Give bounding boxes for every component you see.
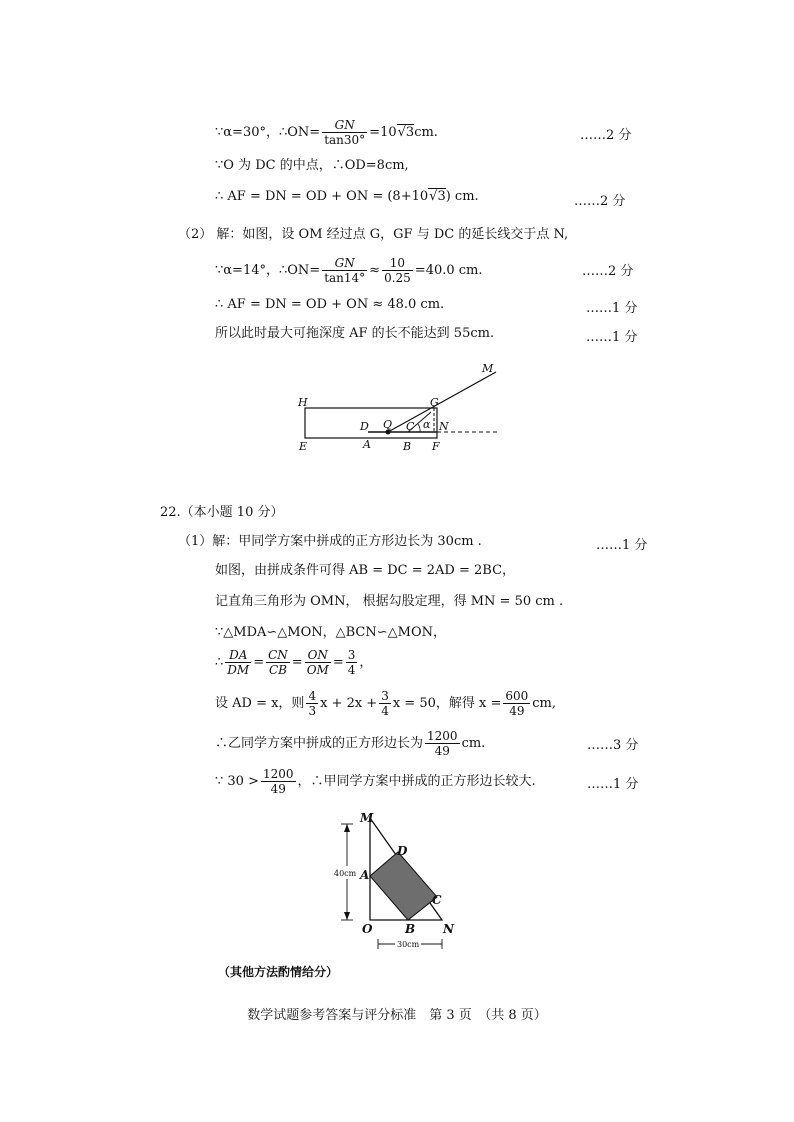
label-n: N — [443, 922, 454, 936]
fraction: $\frac{600}{49}$ — [505, 689, 529, 718]
q22-line3: 记直角三角形为 OMN， 根据勾股定理，得 MN = 50 cm . — [215, 594, 564, 609]
label-m: M — [360, 811, 374, 825]
label-c: C — [432, 893, 442, 907]
fraction: $\frac{GN}{\tan 30^\circ}$ — [324, 118, 366, 147]
fraction: $\frac{DA}{DM}$ — [227, 648, 250, 677]
p1-line3: ∴ AF = DN = OD + ON = (8+10√3) cm. — [215, 189, 479, 204]
p2-line1: ∵α=14°，∴ON= $\frac{GN}{\tan 14^\circ}$ ≈ $\frac{10}{0.25}$ =40.0 cm. — [215, 256, 483, 285]
fraction: $\frac{4}{3}$ — [308, 689, 317, 718]
fraction: $\frac{3}{4}$ — [381, 689, 389, 718]
label-a: A — [363, 438, 371, 451]
label-m: M — [482, 362, 494, 375]
label-q: Q — [383, 418, 393, 431]
label-e: E — [299, 440, 308, 453]
label-d: D — [360, 420, 369, 433]
q22-line1: （1）解：甲同学方案中拼成的正方形边长为 30cm . — [178, 534, 482, 549]
fraction: $\frac{CN}{CB}$ — [268, 648, 288, 677]
sqrt: √3 — [397, 125, 415, 140]
label-n: N — [439, 420, 449, 433]
figure-2 — [320, 808, 470, 958]
rect-hgfe — [305, 408, 437, 438]
score-mark: ……1 分 — [586, 301, 638, 316]
label-b: B — [405, 922, 416, 936]
arrow-down — [344, 912, 350, 920]
fraction: $\frac{3}{4}$ — [347, 648, 356, 677]
score-mark: ……2 分 — [582, 264, 634, 279]
q22-line2: 如图，由拼成条件可得 AB = DC = 2AD = 2BC， — [215, 563, 516, 578]
score-mark: ……3 分 — [587, 738, 639, 753]
label-f: F — [432, 440, 440, 453]
scoring-note: （其他方法酌情给分） — [218, 965, 339, 979]
label-a: A — [360, 868, 370, 882]
q22-line4: ∵△MDA∽△MON，△BCN∽△MON， — [215, 625, 446, 640]
page-footer: 数学试题参考答案与评分标准 第 3 页 （共 8 页） — [247, 1008, 547, 1023]
score-mark: ……1 分 — [586, 330, 638, 345]
p2-intro: （2） 解：如图，设 OM 经过点 G，GF 与 DC 的延长线交于点 N, — [178, 227, 569, 242]
score-mark: ……1 分 — [596, 538, 648, 553]
score-mark: ……2 分 — [574, 194, 626, 209]
label-b: B — [403, 440, 412, 453]
score-mark: ……1 分 — [587, 777, 639, 792]
fraction: $\frac{1200}{49}$ — [427, 729, 458, 758]
sqrt: √3 — [429, 189, 446, 204]
fraction: $\frac{GN}{\tan 14^\circ}$ — [324, 256, 366, 285]
q22-line5: ∴ $\frac{DA}{DM}$ = $\frac{CN}{CB}$ = $\frac{ON}{OM}$ = $\frac{3}{4}$ ， — [215, 648, 373, 677]
fraction: $\frac{1200}{49}$ — [262, 767, 294, 796]
figure-1 — [290, 360, 510, 460]
label-o: O — [362, 922, 373, 936]
dim-v-label: 40cm — [334, 869, 357, 878]
shaded-rectangle — [370, 852, 437, 920]
p1-line1: ∵α=30°，∴ON= $\frac{GN}{\tan 30^\circ}$ =10√3cm. — [215, 118, 438, 147]
angle-arc — [418, 424, 420, 432]
fraction: $\frac{10}{0.25}$ — [384, 256, 411, 285]
label-c: C — [406, 420, 415, 433]
q22-title: 22.（本小题 10 分） — [160, 505, 284, 520]
label-alpha: α — [423, 418, 431, 431]
q22-line6: 设 AD = x，则 $\frac{4}{3}$ x + 2x + $\frac{3}{4}$ x = 50，解得 x = $\frac{600}{49}$ cm, — [215, 689, 557, 718]
dim-h-label: 30cm — [397, 940, 420, 949]
label-h: H — [298, 396, 308, 409]
q22-line8: ∵ 30 > $\frac{1200}{49}$ ，∴甲同学方案中拼成的正方形边长较大. — [215, 767, 536, 796]
p1-line2: ∵O 为 DC 的中点，∴OD=8cm, — [215, 158, 409, 173]
label-d: D — [397, 844, 408, 858]
label-g: G — [430, 396, 439, 409]
p2-line3: 所以此时最大可拖深度 AF 的长不能达到 55cm. — [215, 326, 495, 341]
q22-line7: ∴乙同学方案中拼成的正方形边长为 $\frac{1200}{49}$ cm. — [215, 729, 486, 758]
fraction: $\frac{ON}{OM}$ — [306, 648, 329, 677]
arrow-up — [344, 824, 350, 832]
p2-line2: ∴ AF = DN = OD + ON ≈ 48.0 cm. — [215, 297, 445, 312]
score-mark: ……2 分 — [580, 128, 632, 143]
